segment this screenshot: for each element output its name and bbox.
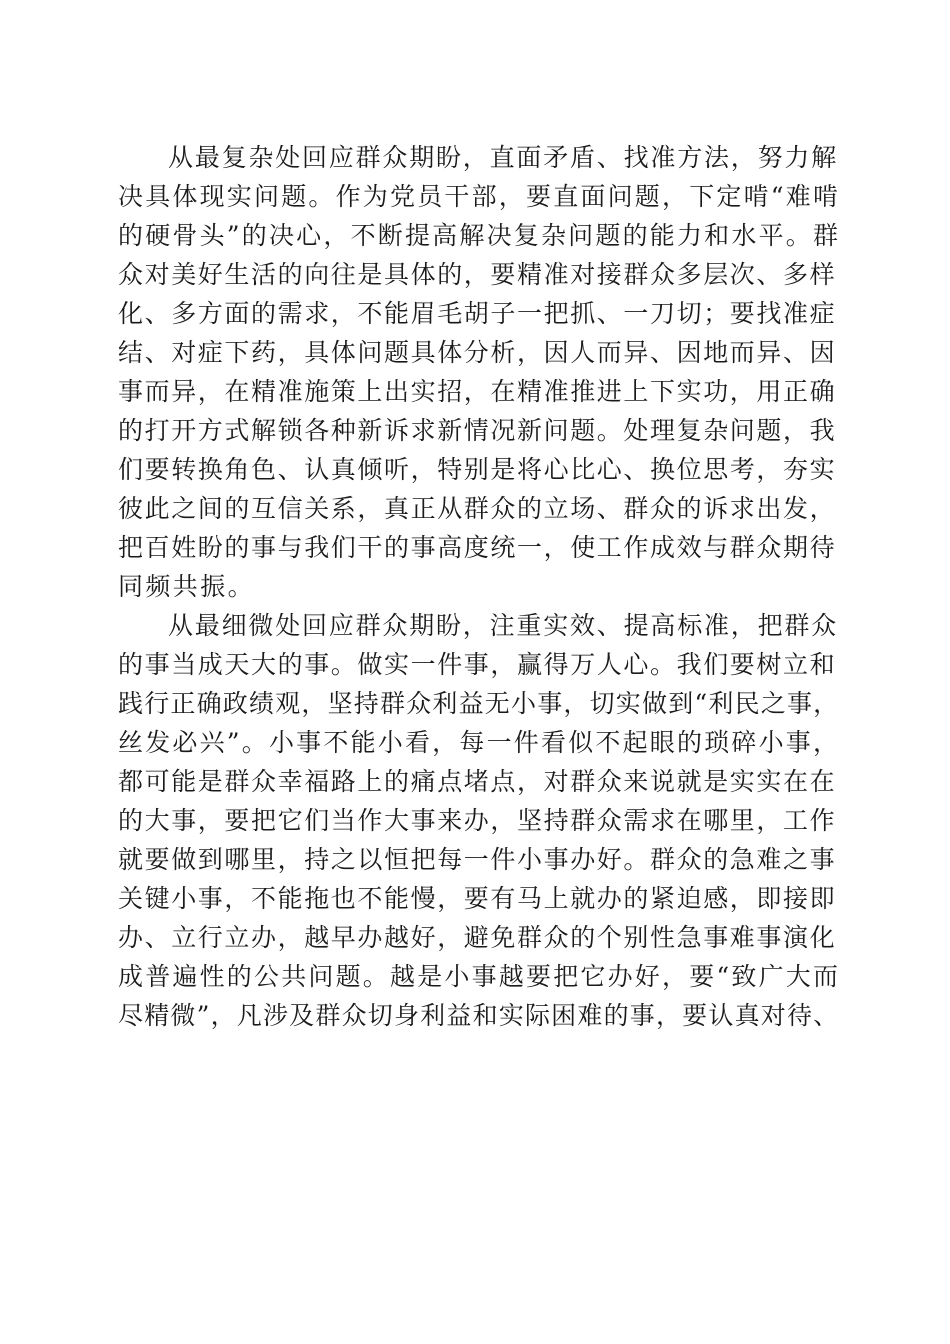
paragraph-1-line-11: 把百姓盼的事与我们干的事高度统一，使工作成效与群众期待 — [118, 533, 837, 562]
paragraph-2-line-1: 从最细微处回应群众期盼，注重实效、提高标准，把群众 — [168, 611, 839, 640]
paragraph-1-line-12: 同频共振。 — [118, 572, 256, 601]
paragraph-1-line-1: 从最复杂处回应群众期盼，直面矛盾、找准方法，努力解 — [168, 143, 839, 172]
paragraph-2-line-11: 尽精微”，凡涉及群众切身利益和实际困难的事，要认真对待、 — [118, 1001, 840, 1030]
paragraph-2-line-8: 关键小事，不能拖也不能慢，要有马上就办的紧迫感，即接即 — [118, 884, 837, 913]
paragraph-1-line-10: 彼此之间的互信关系，真正从群众的立场、群众的诉求出发， — [118, 494, 837, 523]
paragraph-1-line-3: 的硬骨头”的决心，不断提高解决复杂问题的能力和水平。群 — [118, 221, 841, 250]
paragraph-1-line-8: 的打开方式解锁各种新诉求新情况新问题。处理复杂问题，我 — [118, 416, 837, 445]
paragraph-1-line-6: 结、对症下药，具体问题具体分析，因人而异、因地而异、因 — [118, 338, 837, 367]
paragraph-1-line-4: 众对美好生活的向往是具体的，要精准对接群众多层次、多样 — [118, 260, 837, 289]
paragraph-1-line-7: 事而异，在精准施策上出实招，在精准推进上下实功，用正确 — [118, 377, 837, 406]
paragraph-2-line-3: 践行正确政绩观，坚持群众利益无小事，切实做到“利民之事， — [118, 689, 840, 718]
paragraph-2-line-10: 成普遍性的公共问题。越是小事越要把它办好，要“致广大而 — [118, 962, 841, 991]
paragraph-1-line-9: 们要转换角色、认真倾听，特别是将心比心、换位思考，夯实 — [118, 455, 837, 484]
paragraph-1-line-5: 化、多方面的需求，不能眉毛胡子一把抓、一刀切；要找准症 — [118, 299, 837, 328]
paragraph-2-line-7: 就要做到哪里，持之以恒把每一件小事办好。群众的急难之事 — [118, 845, 837, 874]
paragraph-2-line-5: 都可能是群众幸福路上的痛点堵点，对群众来说就是实实在在 — [118, 767, 837, 796]
paragraph-2-line-6: 的大事，要把它们当作大事来办，坚持群众需求在哪里，工作 — [118, 806, 837, 835]
paragraph-1-line-2: 决具体现实问题。作为党员干部，要直面问题，下定啃“难啃 — [118, 182, 841, 211]
paragraph-2-line-2: 的事当成天大的事。做实一件事，赢得万人心。我们要树立和 — [118, 650, 837, 679]
paragraph-2-line-4: 丝发必兴”。小事不能小看，每一件看似不起眼的琐碎小事， — [118, 728, 841, 757]
paragraph-2-line-9: 办、立行立办，越早办越好，避免群众的个别性急事难事演化 — [118, 923, 837, 952]
